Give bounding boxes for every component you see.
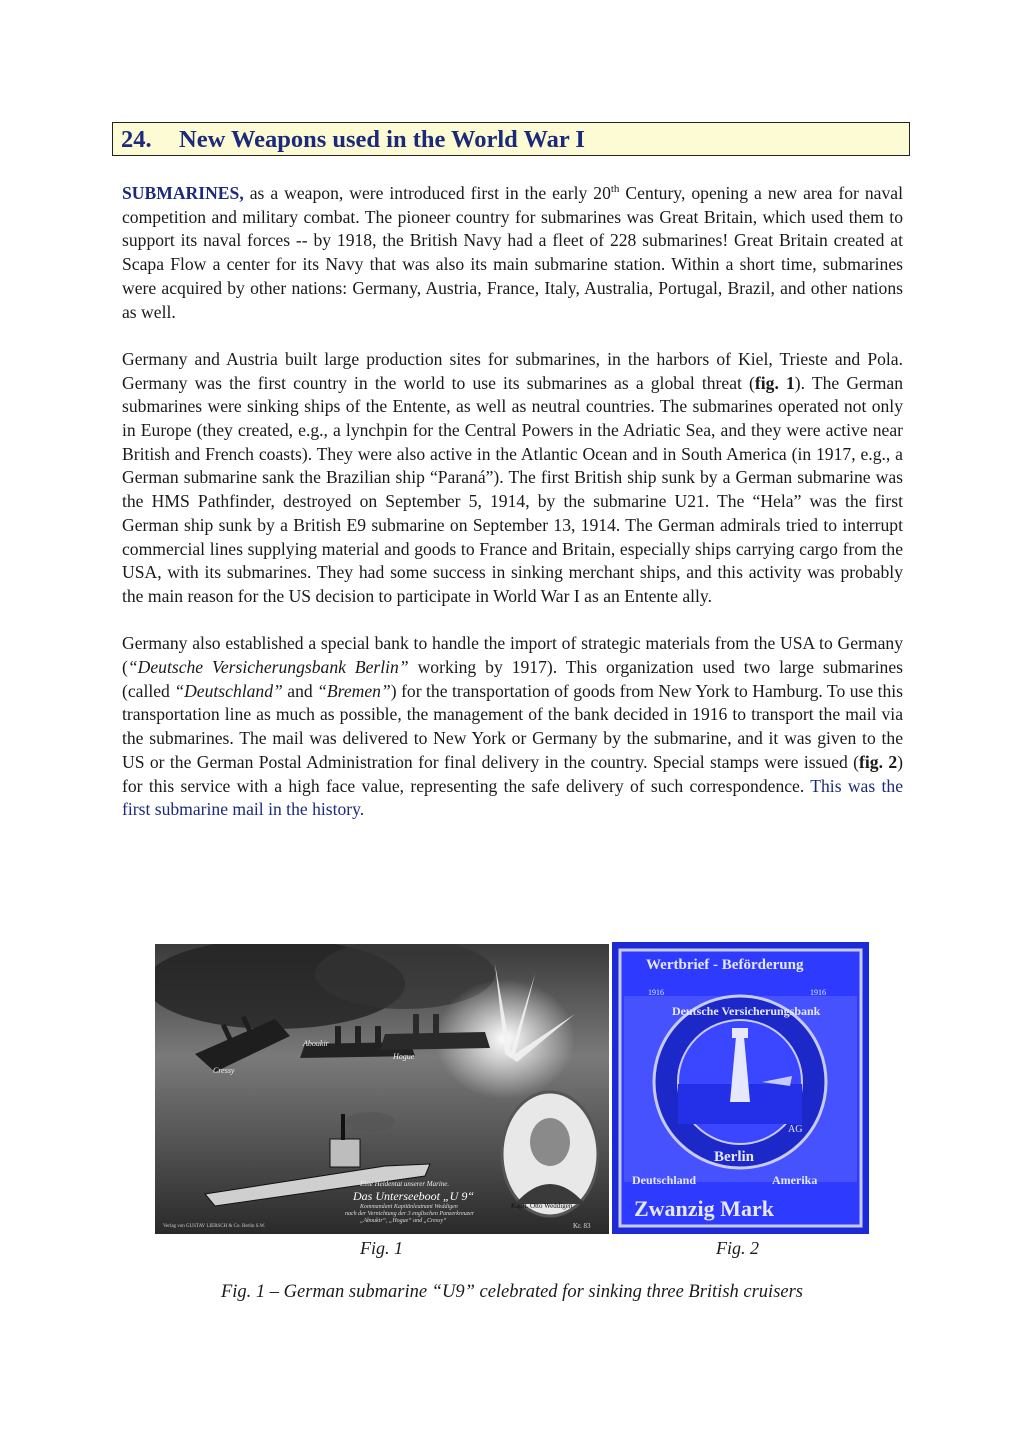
publisher-line: Verlag von GUSTAV LIERSCH & Co. Berlin S.W.	[163, 1224, 266, 1229]
fig-ref-2: fig. 2	[859, 751, 898, 772]
ship-label-hogue: Hogue	[393, 1052, 415, 1061]
stamp-ring-text: Deutsche Versicherungsbank	[672, 1004, 821, 1018]
section-heading: New Weapons used in the World War I	[179, 126, 585, 153]
paragraph-bank: Germany also established a special bank to handle the import of strategic materials from the USA to Germany (“Deutsche Versicherungsbank Berlin” working by 1917). This organization used two large submarines (called “Deutschland” and “Bremen”) for the transportation of goods from New York to Hamburg. To use this transportation line as much as possible, the management of the bank decided in 1916 to transport the mail via the submarines. The mail was delivered to New York or Germany by the submarine, and it was given to the US or the German Postal Administration for final delivery in the country. Special stamps were issued (fig. 2) for this service with a high face value, representing the safe delivery of such correspondence. This was the first submarine mail in the history.	[122, 633, 904, 820]
section-number: 24.	[121, 126, 152, 153]
stamp-year-right: 1916	[810, 988, 826, 997]
postcard-sub2: nach der Vernichtung der 3 englischen Panzerkreuzer	[345, 1211, 475, 1217]
ship-label-cressy: Cressy	[213, 1066, 235, 1075]
stamp-route-left: Deutschland	[632, 1173, 697, 1187]
stamp-value: Zwanzig Mark	[634, 1196, 774, 1221]
ship-label-aboukir: Aboukir	[303, 1039, 329, 1048]
highlight-sentence: This was the first submarine mail in the history.	[122, 775, 904, 820]
figure-2-stamp	[612, 942, 869, 1234]
postcard-sub3: „Aboukir“, „Hogue“ und „Cressy“	[360, 1218, 447, 1224]
figure-1-postcard	[155, 944, 609, 1234]
stamp-year-left: 1916	[648, 988, 664, 997]
fig-ref-1: fig. 1	[754, 372, 795, 393]
article-body	[122, 182, 903, 846]
postcard-code: Kr. 83	[573, 1222, 591, 1230]
stamp-top-banner: Wertbrief - Beförderung	[646, 957, 804, 973]
paragraph-submarines: SUBMARINES, as a weapon, were introduced first in the early 20th Century, opening a new area for naval competition and military combat. The pioneer country for submarines was Great Britain, which used them to support its naval forces -- by 1918, the British Navy had a fleet of 228 submarines! Great Britain created at Scapa Flow a center for its Navy that was also its main submarine station. Within a short time, submarines were acquired by other nations: Germany, Austria, France, Italy, Australia, Portugal, Brazil, and other nations as well.	[122, 183, 903, 322]
paragraph-germany-austria: Germany and Austria built large production sites for submarines, in the harbors of Kiel, Trieste and Pola. Germany was the first country in the world to use its submarines as a global threat (fig. 1). The German submarines were sinking ships of the Entente, as well as neutral countries. The submarines operated not only in Europe (they created, e.g., a lynchpin for the Central Powers in the Adriatic Sea, and they were active near British and French coasts). They were also active in the Atlantic Ocean and in South America (in 1917, e.g., a German submarine sank the Brazilian ship “Paraná”). The first British ship sunk by a German submarine was the HMS Pathfinder, destroyed on September 5, 1914, by the submarine U21. The “Hela” was the first German ship sunk by a British E9 submarine on September 13, 1914. The German admirals tried to interrupt commercial lines supplying material and goods to France and Britain, especially ships carrying cargo from the USA, with its submarines. They had some success in sinking merchant ships, and this activity was probably the main reason for the US decision to participate in World War I as an Entente ally.	[122, 348, 903, 606]
stamp-illustration	[612, 942, 869, 1234]
postcard-sub1: Kommandant Kapitänleutnant Weddigen	[360, 1204, 458, 1210]
stamp-ring-abbr: AG	[788, 1124, 803, 1135]
postcard-banner: Eine Heldentat unserer Marine.	[360, 1180, 450, 1188]
figure-2-label: Fig. 2	[716, 1238, 759, 1258]
figure-1-label: Fig. 1	[360, 1238, 403, 1258]
section-title	[112, 122, 910, 156]
stamp-route-right: Amerika	[772, 1173, 818, 1187]
stamp-city: Berlin	[714, 1149, 754, 1165]
figure-caption: Fig. 1 – German submarine “U9” celebrated for sinking three British cruisers	[220, 1282, 804, 1302]
lead-term: SUBMARINES,	[122, 183, 244, 203]
portrait-label: Kapit. Otto Weddigen	[511, 1202, 573, 1210]
postcard-headline: Das Unterseeboot „U 9“	[353, 1189, 475, 1203]
